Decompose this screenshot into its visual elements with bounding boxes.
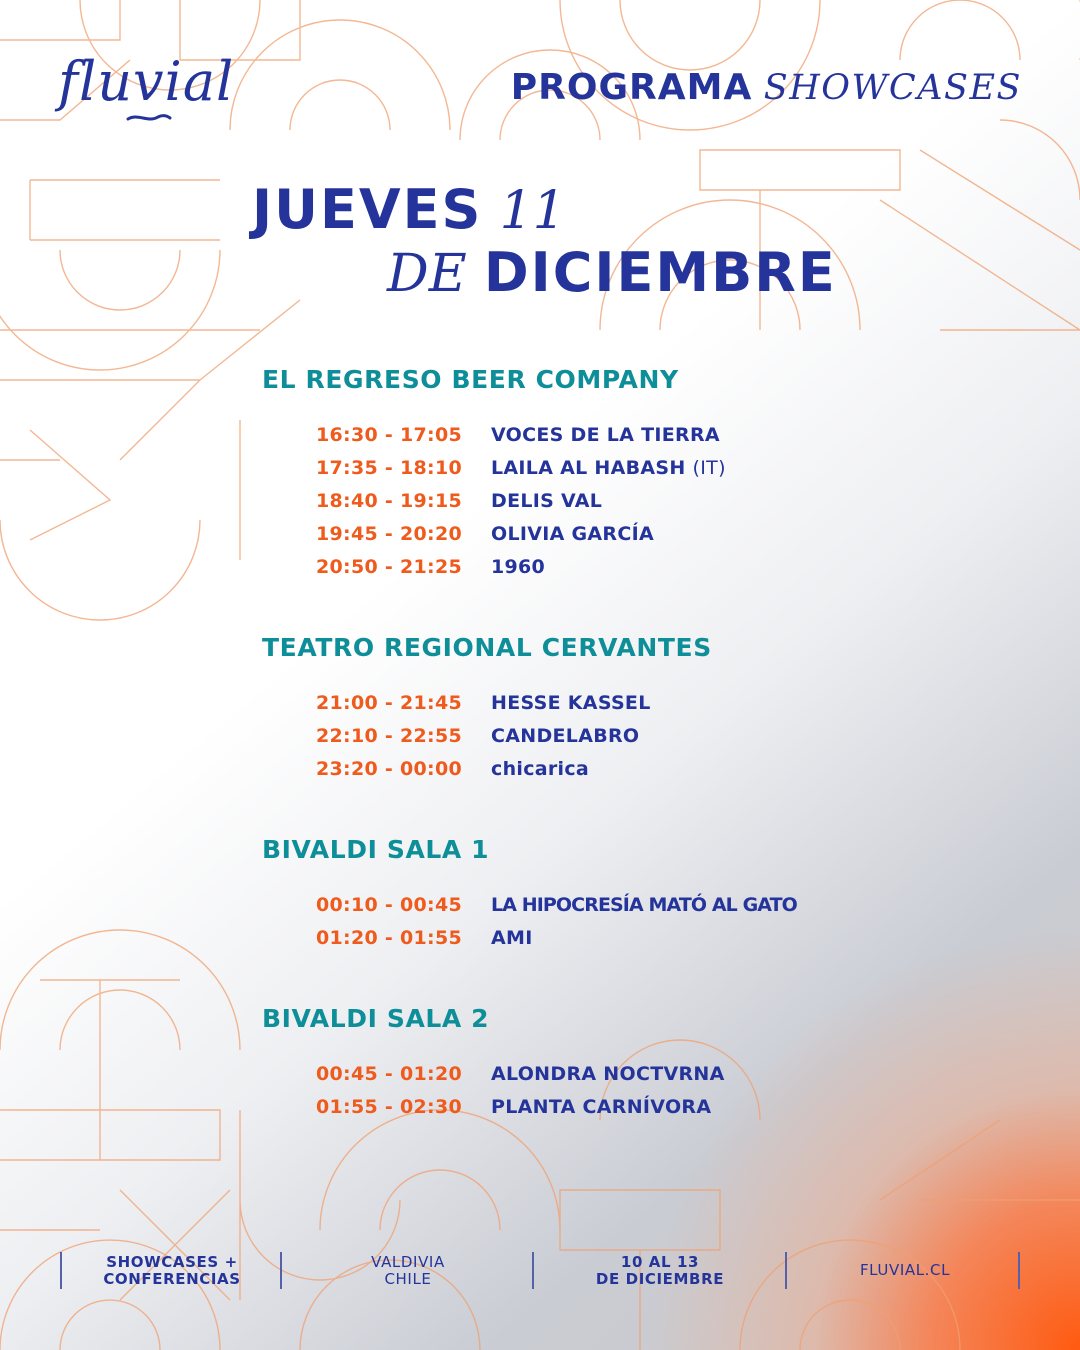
footer-event-line1: SHOWCASES + xyxy=(106,1253,238,1271)
footer-dates-line1: 10 AL 13 xyxy=(620,1253,700,1271)
slot-time: 18:40 - 19:15 xyxy=(316,490,462,512)
slot-time: 16:30 - 17:05 xyxy=(316,424,462,446)
schedule-row xyxy=(200,453,900,483)
date-month: DICIEMBRE xyxy=(483,241,837,304)
schedule-row xyxy=(200,923,900,953)
slot-time: 23:20 - 00:00 xyxy=(316,758,462,780)
slot-time: 21:00 - 21:45 xyxy=(316,692,462,714)
schedule-row xyxy=(200,1059,900,1089)
artist-name: HESSE KASSEL xyxy=(491,692,651,714)
website-link[interactable]: FLUVIAL.CL xyxy=(859,1261,951,1279)
slot-artist xyxy=(491,923,533,953)
footer-event-type xyxy=(82,1254,262,1288)
header-title-bold: PROGRAMA xyxy=(510,67,753,108)
schedule-row xyxy=(200,519,900,549)
slot-artist xyxy=(491,1059,725,1089)
schedule-row xyxy=(200,890,900,920)
slot-artist xyxy=(491,721,639,751)
slot-time: 22:10 - 22:55 xyxy=(316,725,462,747)
artist-name: chicarica xyxy=(491,758,590,780)
footer-divider xyxy=(280,1252,282,1289)
artist-country-tag: (IT) xyxy=(692,457,726,479)
slot-artist xyxy=(491,420,720,450)
slot-artist xyxy=(491,453,726,483)
schedule-row xyxy=(200,486,900,516)
footer-divider xyxy=(60,1252,62,1289)
artist-name: OLIVIA GARCÍA xyxy=(491,523,654,545)
slot-time: 01:20 - 01:55 xyxy=(316,927,462,949)
footer-divider xyxy=(785,1252,787,1289)
schedule-row xyxy=(200,754,900,784)
schedule-row xyxy=(200,1092,900,1122)
slot-time: 01:55 - 02:30 xyxy=(316,1096,462,1118)
venue-title: BIVALDI SALA 2 xyxy=(262,1004,490,1033)
artist-name: AMI xyxy=(491,927,533,949)
slot-time: 20:50 - 21:25 xyxy=(316,556,462,578)
logo-swoosh-icon xyxy=(126,112,172,124)
schedule-row xyxy=(200,552,900,582)
footer-website[interactable] xyxy=(815,1262,995,1279)
date-day: 11 xyxy=(499,181,566,241)
date-line-month xyxy=(387,243,837,304)
slot-artist xyxy=(491,519,654,549)
slot-time: 19:45 - 20:20 xyxy=(316,523,462,545)
slot-artist xyxy=(491,688,651,718)
fluvial-logo: fluvial xyxy=(58,50,235,113)
slot-artist xyxy=(491,890,797,920)
footer-country: CHILE xyxy=(384,1270,432,1288)
venue-title: BIVALDI SALA 1 xyxy=(262,835,490,864)
footer-city: VALDIVIA xyxy=(371,1253,445,1271)
slot-time: 00:45 - 01:20 xyxy=(316,1063,462,1085)
date-preposition: DE xyxy=(387,244,467,304)
header-title xyxy=(511,68,1022,108)
artist-name: LAILA AL HABASH xyxy=(491,457,686,479)
slot-artist xyxy=(491,486,602,516)
artist-name: VOCES DE LA TIERRA xyxy=(491,424,720,446)
artist-name: LA HIPOCRESÍA MATÓ AL GATO xyxy=(491,894,797,916)
artist-name: PLANTA CARNÍVORA xyxy=(491,1096,712,1118)
slot-time: 17:35 - 18:10 xyxy=(316,457,462,479)
slot-time: 00:10 - 00:45 xyxy=(316,894,462,916)
date-weekday: JUEVES xyxy=(252,178,483,241)
footer-dates xyxy=(570,1254,750,1288)
schedule-row xyxy=(200,688,900,718)
footer-event-line2: CONFERENCIAS xyxy=(103,1270,241,1288)
schedule-row xyxy=(200,420,900,450)
artist-name: DELIS VAL xyxy=(491,490,603,512)
footer-dates-line2: DE DICIEMBRE xyxy=(595,1270,725,1288)
artist-name: ALONDRA NOCTVRNA xyxy=(491,1063,725,1085)
footer-divider xyxy=(532,1252,534,1289)
venue-title: EL REGRESO BEER COMPANY xyxy=(262,365,679,394)
slot-artist xyxy=(491,552,545,582)
slot-artist xyxy=(491,754,589,784)
header-title-italic: SHOWCASES xyxy=(763,68,1022,108)
footer-location xyxy=(318,1254,498,1288)
artist-name: CANDELABRO xyxy=(491,725,640,747)
footer-divider xyxy=(1018,1252,1020,1289)
artist-name: 1960 xyxy=(491,556,546,578)
schedule-row xyxy=(200,721,900,751)
slot-artist xyxy=(491,1092,711,1122)
date-line-weekday xyxy=(252,180,566,241)
venue-title: TEATRO REGIONAL CERVANTES xyxy=(262,633,712,662)
